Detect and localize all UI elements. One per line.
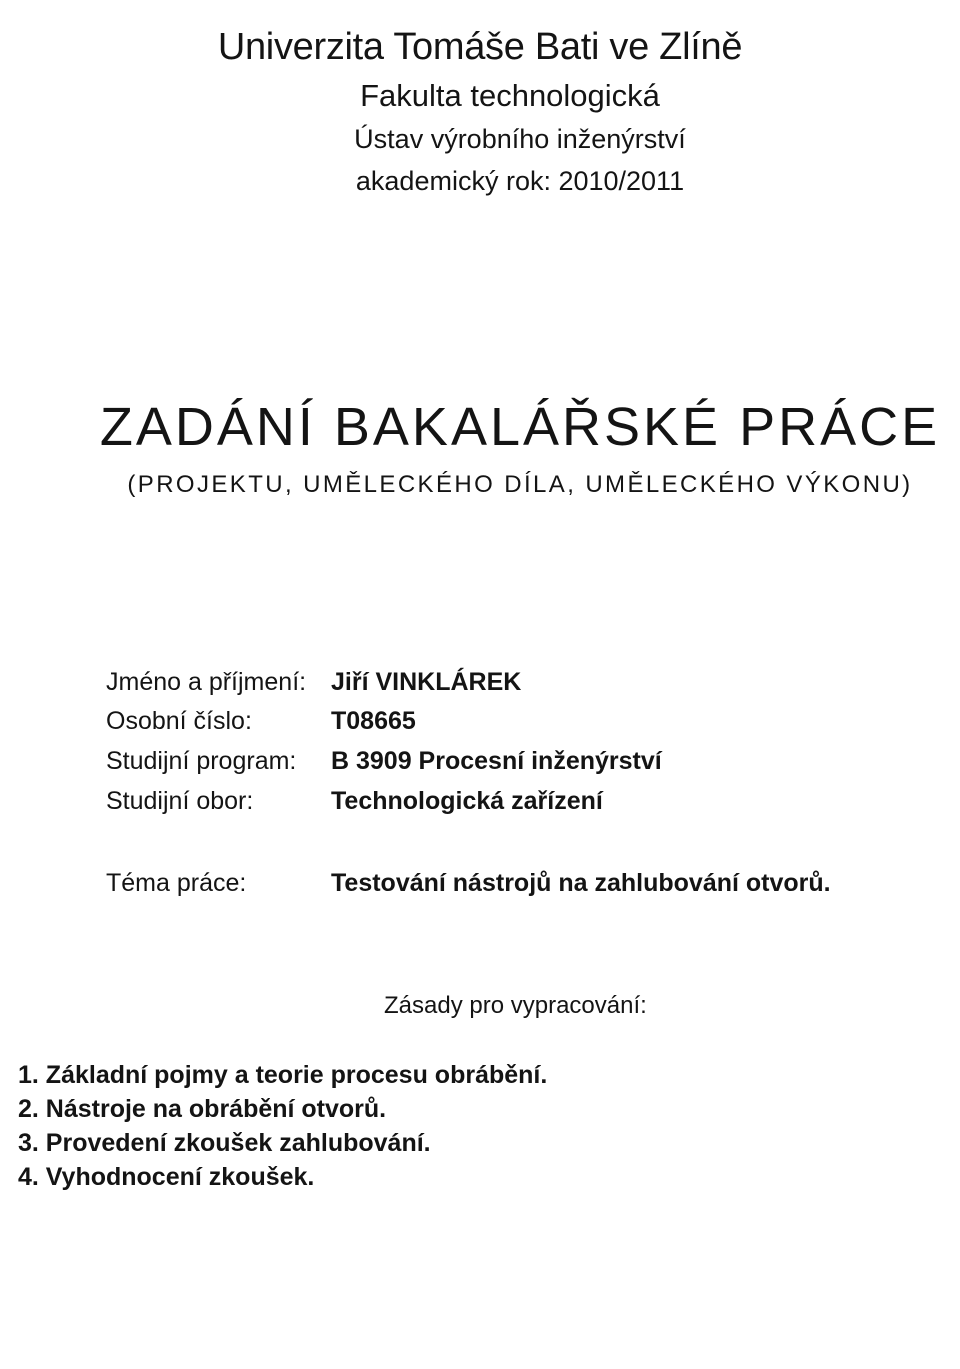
topic-value: Testování nástrojů na zahlubování otvorů.: [331, 869, 831, 897]
list-item: 1. Základní pojmy a teorie procesu obrábění.: [18, 1061, 548, 1089]
study-field-value: Technologická zařízení: [331, 787, 603, 815]
study-program-value: B 3909 Procesní inženýrství: [331, 747, 662, 775]
document-subtitle: (PROJEKTU, UMĚLECKÉHO DÍLA, UMĚLECKÉHO VÝKONU): [127, 471, 913, 498]
topic-label: Téma práce:: [106, 869, 247, 897]
rules-list: [18, 1058, 547, 1194]
list-item: 2. Nástroje na obrábění otvorů.: [18, 1095, 387, 1123]
name-value: Jiří VINKLÁREK: [331, 668, 522, 696]
study-field-label: Studijní obor:: [106, 787, 254, 815]
academic-year: akademický rok: 2010/2011: [355, 166, 685, 196]
name-label: Jméno a příjmení:: [106, 668, 307, 696]
list-item: 3. Provedení zkoušek zahlubování.: [18, 1129, 431, 1157]
rules-heading: Zásady pro vypracování:: [384, 992, 647, 1019]
faculty-name: Fakulta technologická: [360, 78, 660, 113]
study-program-label: Studijní program:: [106, 747, 297, 775]
university-name: Univerzita Tomáše Bati ve Zlíně: [217, 26, 743, 68]
document-title: ZADÁNÍ BAKALÁŘSKÉ PRÁCE: [99, 397, 941, 457]
list-item: 4. Vyhodnocení zkoušek.: [18, 1163, 315, 1191]
personal-number-label: Osobní číslo:: [106, 707, 252, 735]
institute-name: Ústav výrobního inženýrství: [354, 124, 686, 154]
personal-number-value: T08665: [331, 707, 416, 735]
